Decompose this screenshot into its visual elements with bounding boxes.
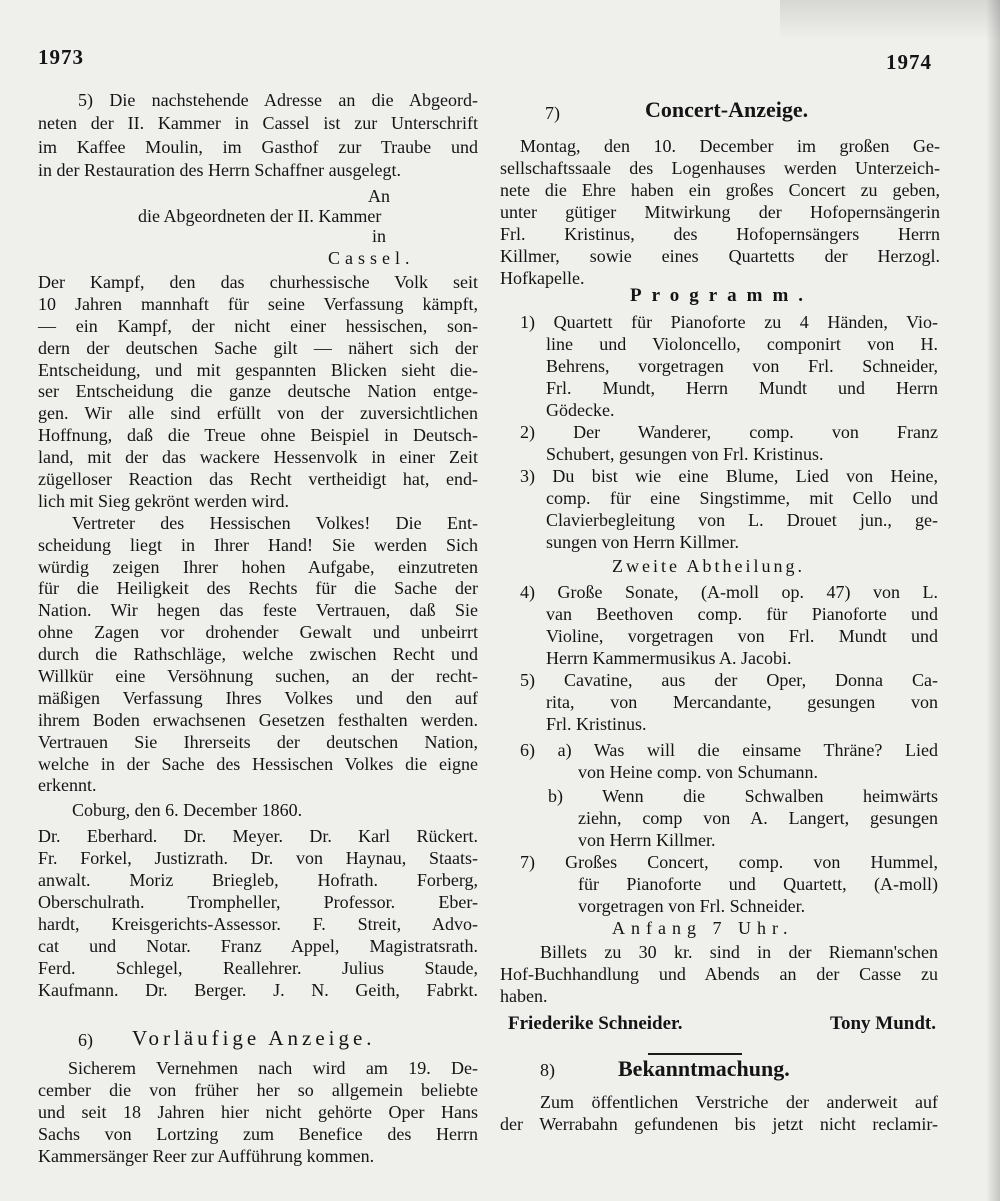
- text-line: Clavierbegleitung von L. Drouet jun., ge-: [546, 510, 938, 530]
- text-line: van Beethoven comp. für Pianoforte und: [546, 604, 938, 624]
- address-city: Cassel.: [328, 248, 415, 268]
- notice-7-number: 7): [545, 103, 560, 123]
- text-line: würdig zeigen Ihrer hohen Aufgabe, einzutreten: [38, 556, 478, 577]
- text-line: Entscheidung, und mit gespannten Blicken sieht die-: [38, 359, 478, 380]
- scan-shadow-top: [780, 0, 1000, 40]
- text-line: hardt, Kreisgerichts-Assessor. F. Streit, Advo-: [38, 914, 478, 934]
- text-line: Dr. Eberhard. Dr. Meyer. Dr. Karl Rückert.: [38, 826, 478, 846]
- text-line: Kammersänger Reer zur Aufführung kommen.: [38, 1146, 375, 1166]
- letter-paragraph-2: [38, 513, 478, 798]
- text-line: vorgetragen von Frl. Schneider.: [578, 896, 806, 916]
- text-line: Violine, vorgetragen von Frl. Mundt und: [546, 626, 938, 646]
- text-line: 5) Die nachstehende Adresse an die Abgeord-: [78, 90, 478, 110]
- text-line: Fr. Forkel, Justizrath. Dr. von Haynau, Staats-: [38, 848, 478, 868]
- text-line: Zum öffentlichen Verstriche der anderweit auf: [540, 1092, 938, 1112]
- text-line: cat und Notar. Franz Appel, Magistratsrath.: [38, 936, 478, 956]
- text-line: Kaufmann. Dr. Berger. J. N. Geith, Fabrkt.: [38, 980, 478, 1000]
- text-line: zügelloser Reaction das Recht vertheidigt hat, end-: [38, 469, 478, 490]
- text-line: im Kaffee Moulin, im Gasthof zur Traube und: [38, 136, 478, 157]
- text-line: anwalt. Moriz Briegleb, Hofrath. Forberg,: [38, 870, 478, 890]
- text-line: comp. für eine Singstimme, mit Cello und: [546, 488, 938, 508]
- text-line: cember die von früher her so allgemein beliebte: [38, 1080, 478, 1100]
- program-item-6a: [520, 739, 938, 783]
- notice-8-number: 8): [540, 1060, 555, 1080]
- text-line: Herrn Kammermusikus A. Jacobi.: [546, 648, 792, 668]
- text-line: unter gütiger Mitwirkung der Hofopernsängerin: [500, 202, 940, 222]
- text-line: Hoffnung, daß die Treue ohne Beispiel in Deutsch-: [38, 425, 478, 446]
- text-line: lich mit Sieg gekrönt werden wird.: [38, 490, 289, 511]
- text-line: in der Restauration des Herrn Schaffner ausgelegt.: [38, 159, 402, 180]
- text-line: nete die Ehre haben ein großes Concert zu geben,: [500, 180, 940, 200]
- text-line: Behrens, vorgetragen von Frl. Schneider,: [546, 356, 938, 376]
- program-item-3: [520, 465, 938, 553]
- program-item-5: [520, 669, 938, 735]
- text-line: sellschaftssaale des Logenhauses werden Unterzeich-: [500, 158, 940, 178]
- text-line: 5) Cavatine, aus der Oper, Donna Ca-: [520, 670, 938, 690]
- text-line: Hof-Buchhandlung und Abends an der Casse zu: [500, 964, 938, 984]
- address-letter: [38, 272, 478, 797]
- address-recipient: die Abgeordneten der II. Kammer: [138, 206, 382, 226]
- text-line: ser Entscheidung die ganze deutsche Nation entge-: [38, 381, 478, 402]
- text-line: Frl. Kristinus, des Hofopernsängers Herrn: [500, 224, 940, 244]
- letter-paragraph-1: [38, 272, 478, 513]
- text-line: haben.: [500, 986, 548, 1006]
- text-line: b) Wenn die Schwalben heimwärts: [548, 786, 938, 806]
- text-line: ohne Zagen vor drohender Gewalt und unbeirrt: [38, 622, 478, 643]
- text-line: — ein Kampf, der nicht einer hessischen, son-: [38, 315, 478, 336]
- text-line: Gödecke.: [546, 400, 615, 420]
- text-line: von Heine comp. von Schumann.: [578, 762, 818, 782]
- text-line: erkennt.: [38, 775, 97, 796]
- concert-signatures: [508, 1013, 936, 1035]
- program-item-7: [520, 851, 938, 917]
- text-line: ihrem Boden erwachsenen Gesetzen festhalten werden.: [38, 709, 478, 730]
- text-line: Hofkapelle.: [500, 268, 585, 288]
- text-line: Sicherem Vernehmen nach wird am 19. De-: [68, 1058, 478, 1078]
- text-line: Montag, den 10. December im großen Ge-: [520, 136, 940, 156]
- text-line: line und Violoncello, componirt von H.: [546, 334, 938, 354]
- place-and-date: Coburg, den 6. December 1860.: [72, 800, 303, 820]
- text-line: Nation. Wir hegen das feste Vertrauen, daß Sie: [38, 600, 478, 621]
- program-title: Programm.: [630, 285, 814, 306]
- notice-5-text: [38, 89, 478, 182]
- page-number-right: 1974: [886, 50, 932, 74]
- text-line: für die Heiligkeit des Rechts für die Sache der: [38, 578, 478, 599]
- text-line: 1) Quartett für Pianoforte zu 4 Händen, Vio-: [520, 312, 938, 332]
- notice-7-title: Concert-Anzeige.: [645, 97, 809, 122]
- text-line: 2) Der Wanderer, comp. von Franz: [520, 422, 938, 442]
- text-line: rita, von Mercandante, gesungen von: [546, 692, 938, 712]
- program-item-1: [520, 311, 938, 421]
- text-line: scheidung liegt in Ihrer Hand! Sie werden Sich: [38, 534, 478, 555]
- signature-mundt: Tony Mundt.: [830, 1013, 936, 1034]
- program-item-4: [520, 581, 938, 669]
- notice-6-number: 6): [78, 1030, 93, 1050]
- text-line: von Herrn Killmer.: [578, 830, 716, 850]
- text-line: gen. Wir alle sind erfüllt von der zuversichtlichen: [38, 403, 478, 424]
- text-line: mäßigen Verfassung Ihres Volkes und den auf: [38, 687, 478, 708]
- text-line: der Werrabahn gefundenen bis jetzt nicht reclamir-: [500, 1114, 938, 1134]
- separator-rule: [648, 1053, 742, 1055]
- text-line: neten der II. Kammer in Cassel ist zur Unterschrift: [38, 113, 478, 134]
- text-line: Ferd. Schlegel, Reallehrer. Julius Staude,: [38, 958, 478, 978]
- text-line: für Pianoforte und Quartett, (A-moll): [578, 874, 938, 894]
- text-line: Schubert, gesungen von Frl. Kristinus.: [546, 444, 824, 464]
- text-line: Vertreter des Hessischen Volkes! Die Ent-: [72, 512, 478, 533]
- text-line: Der Kampf, den das churhessische Volk seit: [38, 272, 478, 292]
- text-line: Sachs von Lortzing zum Benefice des Herrn: [38, 1124, 478, 1144]
- program-item-6b: [548, 785, 938, 851]
- text-line: welche in der Sache des Hessischen Volkes die eigne: [38, 753, 478, 774]
- ticket-info: [500, 941, 938, 1007]
- text-line: Vertrauen Sie Ihrerseits der deutschen Nation,: [38, 731, 478, 752]
- program-item-2: [520, 421, 938, 465]
- address-to: An: [368, 186, 390, 206]
- text-line: 7) Großes Concert, comp. von Hummel,: [520, 852, 938, 872]
- text-line: 10 Jahren mannhaft für seine Verfassung kämpft,: [38, 293, 478, 314]
- notice-6-title: Vorläufige Anzeige.: [132, 1026, 376, 1050]
- text-line: Frl. Mundt, Herrn Mundt und Herrn: [546, 378, 938, 398]
- text-line: land, mit der das wackere Hessenvolk in einer Zeit: [38, 447, 478, 468]
- signature-schneider: Friederike Schneider.: [508, 1013, 683, 1034]
- page-number-left: 1973: [38, 45, 84, 69]
- text-line: Billets zu 30 kr. sind in der Riemann'schen: [540, 942, 938, 962]
- signatories-list: [38, 825, 478, 1001]
- text-line: dern der deutschen Sache gilt — nähert sich der: [38, 337, 478, 358]
- text-line: sungen von Herrn Killmer.: [546, 532, 739, 552]
- address-in: in: [372, 226, 387, 246]
- text-line: 6) a) Was will die einsame Thräne? Lied: [520, 740, 938, 760]
- text-line: ziehn, comp von A. Langert, gesungen: [578, 808, 938, 828]
- notice-8-text: [500, 1091, 938, 1135]
- text-line: Frl. Kristinus.: [546, 714, 647, 734]
- concert-start-time: Anfang 7 Uhr.: [612, 918, 794, 938]
- notice-6-text: [38, 1057, 478, 1167]
- concert-intro: [500, 135, 940, 289]
- scan-shadow-edge: [986, 0, 1000, 1201]
- text-line: und seit 18 Jahren hier nicht gehörte Oper Hans: [38, 1102, 478, 1122]
- text-line: Willkür eine Versöhnung suchen, an der recht-: [38, 666, 478, 687]
- text-line: 4) Große Sonate, (A-moll op. 47) von L.: [520, 582, 938, 602]
- text-line: 3) Du bist wie eine Blume, Lied von Heine,: [520, 466, 938, 486]
- text-line: durch die Rathschläge, welche zwischen Recht und: [38, 644, 478, 665]
- text-line: Oberschulrath. Trompheller, Professor. Eber-: [38, 892, 478, 912]
- text-line: Killmer, sowie eines Quartetts der Herzogl.: [500, 246, 940, 266]
- program-part-2-title: Zweite Abtheilung.: [612, 556, 805, 576]
- notice-8-title: Bekanntmachung.: [618, 1056, 790, 1081]
